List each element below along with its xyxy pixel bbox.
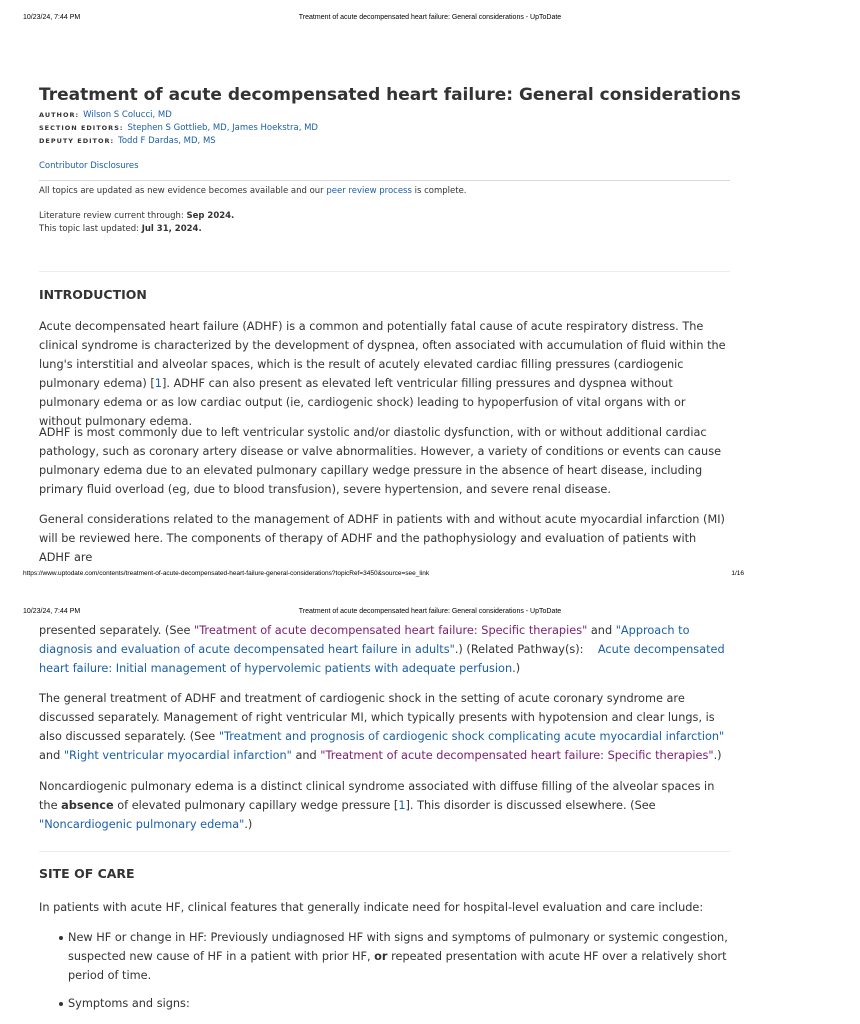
literature-review-label: Literature review current through: bbox=[39, 211, 187, 221]
section-editors-label: SECTION EDITORS: bbox=[39, 124, 124, 132]
print-url: https://www.uptodate.com/contents/treatment-of-acute-decompensated-heart-failure-general-considerations?topicRef=3450&source=see_link bbox=[23, 570, 430, 577]
text: .) bbox=[713, 749, 722, 762]
section-editors-link[interactable]: Stephen S Gottlieb, MD, James Hoekstra, MD bbox=[127, 123, 318, 133]
intro-paragraph-3: General considerations related to the management of ADHF in patients with and without acute myocardial infarction (MI) will be reviewed here. The components of therapy of ADHF and the pathophysiology and evaluation of patients with ADHF are bbox=[39, 513, 725, 564]
text: Symptoms and signs: bbox=[68, 997, 190, 1010]
text: repeated presentation with acute HF over a relatively short period of time. bbox=[68, 950, 727, 982]
reference-link[interactable]: 1 bbox=[154, 377, 162, 390]
deputy-editor-label: DEPUTY EDITOR: bbox=[39, 137, 115, 145]
deputy-editor-link[interactable]: Todd F Dardas, MD, MS bbox=[118, 136, 216, 146]
text: of elevated pulmonary capillary wedge pressure [ bbox=[113, 799, 399, 812]
literature-review-date: Sep 2024. bbox=[186, 211, 235, 221]
update-note bbox=[39, 186, 467, 196]
text: Noncardiogenic pulmonary edema is a distinct clinical syndrome associated with diffuse filling of the alveolar spaces in the bbox=[39, 780, 715, 812]
text: New HF or change in HF: Previously undiagnosed HF with signs and symptoms of pulmonary or systemic congestion, suspected new cause of HF in a patient with prior HF, bbox=[68, 931, 728, 963]
text: and bbox=[291, 749, 321, 762]
last-updated-line bbox=[39, 224, 202, 234]
text: presented separately. (See bbox=[39, 624, 194, 637]
emphasis: absence bbox=[61, 799, 114, 812]
section-editors-line bbox=[39, 123, 318, 133]
text: .) bbox=[512, 662, 521, 675]
intro-paragraph-3-container bbox=[0, 510, 768, 564]
specific-therapies-link[interactable]: "Treatment of acute decompensated heart failure: Specific therapies" bbox=[194, 624, 588, 637]
author-link[interactable]: Wilson S Colucci, MD bbox=[83, 110, 172, 120]
right-ventricular-mi-link[interactable]: "Right ventricular myocardial infarction" bbox=[63, 749, 292, 762]
print-page-number: 1/16 bbox=[731, 570, 744, 577]
literature-review-line bbox=[39, 211, 234, 221]
noncardiogenic-edema-link[interactable]: "Noncardiogenic pulmonary edema" bbox=[39, 818, 245, 831]
introduction-heading: INTRODUCTION bbox=[39, 287, 147, 302]
text: Acute decompensated heart failure (ADHF) is a common and potentially fatal cause of acute respiratory distress. The clinical syndrome is characterized by the development of dyspnea, often associated with accumulation of fluid within the lung's interstitial and alveolar spaces, which is the result of acutely elevated cardiac filling pressures (cardiogenic pulmonary edema) [ bbox=[39, 320, 726, 390]
print-page-title: Treatment of acute decompensated heart failure: General considerations - UpToDate bbox=[298, 14, 562, 21]
article-title: Treatment of acute decompensated heart failure: General considerations bbox=[39, 85, 741, 105]
update-note-text: All topics are updated as new evidence becomes available and our bbox=[39, 186, 327, 196]
list-item bbox=[39, 994, 731, 1013]
cardiogenic-shock-link[interactable]: "Treatment and prognosis of cardiogenic shock complicating acute myocardial infarction" bbox=[218, 730, 725, 743]
text: and bbox=[587, 624, 616, 637]
last-updated-label: This topic last updated: bbox=[39, 224, 142, 234]
contributor-disclosures-link[interactable]: Contributor Disclosures bbox=[39, 161, 139, 171]
text: .) bbox=[244, 818, 253, 831]
peer-review-link[interactable]: peer review process bbox=[326, 186, 412, 196]
text: ]. This disorder is discussed elsewhere. (See bbox=[405, 799, 656, 812]
site-of-care-heading: SITE OF CARE bbox=[39, 866, 135, 881]
intro-paragraph-5 bbox=[39, 777, 731, 834]
author-line bbox=[39, 110, 172, 120]
divider bbox=[39, 180, 730, 181]
print-datetime: 10/23/24, 7:44 PM bbox=[23, 14, 81, 21]
author-label: AUTHOR: bbox=[39, 111, 80, 119]
last-updated-date: Jul 31, 2024. bbox=[141, 224, 202, 234]
emphasis: or bbox=[374, 950, 388, 963]
related-pathway-link[interactable]: Acute decompensated heart failure: Initial management of hypervolemic patients with adequate perfusion bbox=[39, 643, 725, 675]
site-of-care-list bbox=[39, 928, 731, 1022]
intro-paragraph-3-continued bbox=[39, 621, 731, 678]
text: and bbox=[39, 749, 64, 762]
article-title-container bbox=[0, 85, 768, 105]
intro-paragraph-1 bbox=[39, 317, 731, 431]
intro-paragraph-2: ADHF is most commonly due to left ventricular systolic and/or diastolic dysfunction, with or without additional cardiac pathology, such as coronary artery disease or valve abnormalities. However, a variety of conditions or events can cause pulmonary edema due to an elevated pulmonary capillary wedge pressure in the absence of heart disease, including primary fluid overload (eg, due to blood transfusion), severe hypertension, and severe renal disease. bbox=[39, 426, 722, 496]
text: .) (Related Pathway(s): bbox=[454, 643, 588, 656]
print-page-title: Treatment of acute decompensated heart failure: General considerations - UpToDate bbox=[298, 608, 562, 615]
list-item bbox=[39, 928, 731, 985]
site-of-care-intro: In patients with acute HF, clinical features that generally indicate need for hospital-level evaluation and care include: bbox=[39, 901, 704, 914]
print-datetime: 10/23/24, 7:44 PM bbox=[23, 608, 81, 615]
specific-therapies-link[interactable]: "Treatment of acute decompensated heart failure: Specific therapies" bbox=[320, 749, 714, 762]
deputy-editor-line bbox=[39, 136, 216, 146]
approach-to-diagnosis-link[interactable]: "Approach to diagnosis and evaluation of acute decompensated heart failure in adults" bbox=[39, 624, 690, 656]
divider bbox=[39, 271, 730, 272]
text: ]. ADHF can also present as elevated left ventricular filling pressures and dyspnea without pulmonary edema or as low cardiac output (ie, cardiogenic shock) leading to hypoperfusion of vital organs with or without pulmonary edema. bbox=[39, 377, 686, 428]
update-note-text-end: is complete. bbox=[411, 186, 467, 196]
intro-paragraph-4 bbox=[39, 689, 731, 765]
reference-link[interactable]: 1 bbox=[398, 799, 406, 812]
divider bbox=[39, 851, 730, 852]
text: The general treatment of ADHF and treatment of cardiogenic shock in the setting of acute coronary syndrome are discussed separately. Management of right ventricular MI, which typically presents with hypotension and clear lungs, is also discussed separately. (See bbox=[39, 692, 715, 743]
